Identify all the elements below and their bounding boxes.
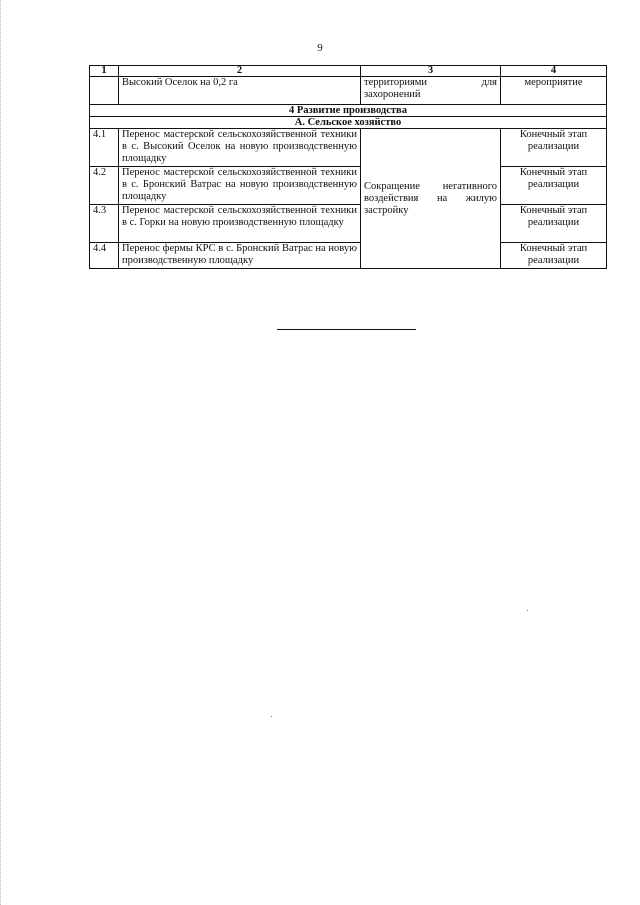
header-col-1: 1 [90, 66, 119, 77]
measures-table [89, 65, 607, 269]
row-num: 4.4 [90, 243, 119, 269]
section-title: 4 Развитие производства [90, 105, 607, 117]
end-separator-line [277, 329, 416, 330]
header-col-4: 4 [501, 66, 607, 77]
table-row [90, 205, 607, 243]
scan-speck [527, 610, 528, 611]
row-num: 4.1 [90, 129, 119, 167]
section-row [90, 105, 607, 117]
row-name: Перенос мастерской сельскохозяйственной техники в с. Горки на новую производственную площадку [119, 205, 361, 243]
table-row [90, 243, 607, 269]
row-num: 4.3 [90, 205, 119, 243]
carry-type: мероприятие [501, 77, 607, 105]
subsection-row [90, 117, 607, 129]
table-row [90, 129, 607, 167]
row-stage: Конечный этап реализации [501, 205, 607, 243]
row-name: Перенос мастерской сельскохозяйственной техники в с. Бронский Ватрас на новую производственную площадку [119, 167, 361, 205]
row-stage: Конечный этап реализации [501, 129, 607, 167]
header-col-2: 2 [119, 66, 361, 77]
row-stage: Конечный этап реализации [501, 167, 607, 205]
carry-over-row [90, 77, 607, 105]
table-row [90, 167, 607, 205]
subsection-title: А. Сельское хозяйство [90, 117, 607, 129]
row-stage: Конечный этап реализации [501, 243, 607, 269]
carry-num [90, 77, 119, 105]
row-name: Перенос мастерской сельскохозяйственной техники в с. Высокий Оселок на новую производственную площадку [119, 129, 361, 167]
row-name: Перенос фермы КРС в с. Бронский Ватрас на новую производственную площадку [119, 243, 361, 269]
row-num: 4.2 [90, 167, 119, 205]
page-edge [0, 0, 5, 905]
table-header-row [90, 66, 607, 77]
carry-name: Высокий Оселок на 0,2 га [119, 77, 361, 105]
carry-purpose: территориями для захоронений [361, 77, 501, 105]
header-col-3: 3 [361, 66, 501, 77]
page-number: 9 [317, 42, 323, 54]
scan-speck [271, 716, 272, 717]
merged-purpose: Сокращение негативного воздействия на жилую застройку [361, 129, 501, 269]
